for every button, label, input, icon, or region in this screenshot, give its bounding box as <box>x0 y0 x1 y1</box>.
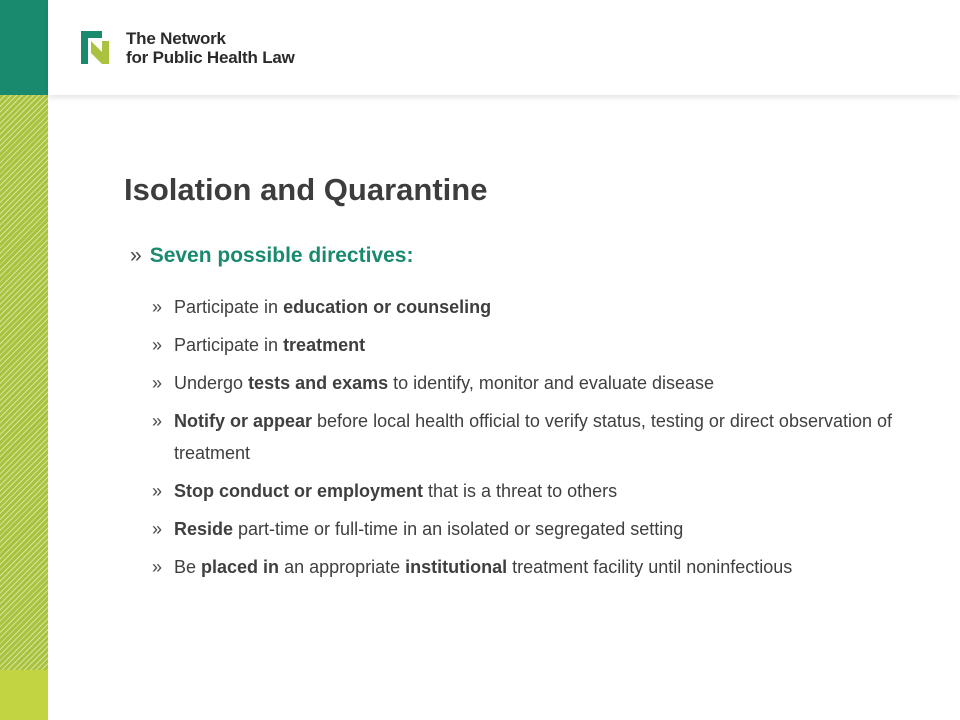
directive-text: treatment facility until noninfectious <box>507 557 793 577</box>
bullet-glyph: » <box>152 335 163 355</box>
subheading-text: Seven possible directives: <box>149 244 414 267</box>
directive-emphasis: institutional <box>405 557 508 577</box>
directive-text: Be <box>174 557 202 577</box>
slide-title: Isolation and Quarantine <box>124 172 488 207</box>
directive-text: that is a threat to others <box>423 481 618 501</box>
directive-item <box>152 513 932 545</box>
left-hatched-bar <box>0 95 48 670</box>
left-footer-block <box>0 670 48 720</box>
bullet-glyph: » <box>152 519 163 539</box>
directive-text: before local health official to verify status, testing or direct observation of treatment <box>174 411 893 463</box>
directive-text: part-time or full-time in an isolated or segregated setting <box>233 519 684 539</box>
directive-text: Participate in <box>174 297 284 317</box>
directive-text: Undergo <box>174 373 249 393</box>
directive-emphasis: Notify or appear <box>174 411 313 431</box>
directive-emphasis: Reside <box>174 519 234 539</box>
directive-emphasis: Stop conduct or employment <box>174 481 424 501</box>
bullet-glyph: » <box>152 481 163 501</box>
directive-emphasis: placed in <box>201 557 280 577</box>
bullet-glyph: » <box>152 373 163 393</box>
bullet-glyph: » <box>130 244 142 267</box>
directive-text: Participate in <box>174 335 284 355</box>
directive-item <box>152 405 932 469</box>
bullet-glyph: » <box>152 411 163 431</box>
logo-text-line1: The Network <box>126 29 226 48</box>
directive-text: an appropriate <box>279 557 406 577</box>
directive-item <box>152 291 932 323</box>
directive-emphasis: education or counseling <box>283 297 492 317</box>
directive-item <box>152 475 932 507</box>
directive-text: to identify, monitor and evaluate disease <box>388 373 715 393</box>
directive-list <box>152 291 932 589</box>
directive-emphasis: tests and exams <box>248 373 389 393</box>
bullet-glyph: » <box>152 297 163 317</box>
subheading <box>130 244 413 268</box>
directive-item <box>152 551 932 583</box>
directive-item <box>152 367 932 399</box>
bullet-glyph: » <box>152 557 163 577</box>
directive-item <box>152 329 932 361</box>
left-accent-block <box>0 0 48 95</box>
directive-emphasis: treatment <box>283 335 366 355</box>
network-logo-icon <box>78 28 116 66</box>
network-logo <box>78 28 318 72</box>
logo-text-line2: for Public Health Law <box>126 48 295 67</box>
